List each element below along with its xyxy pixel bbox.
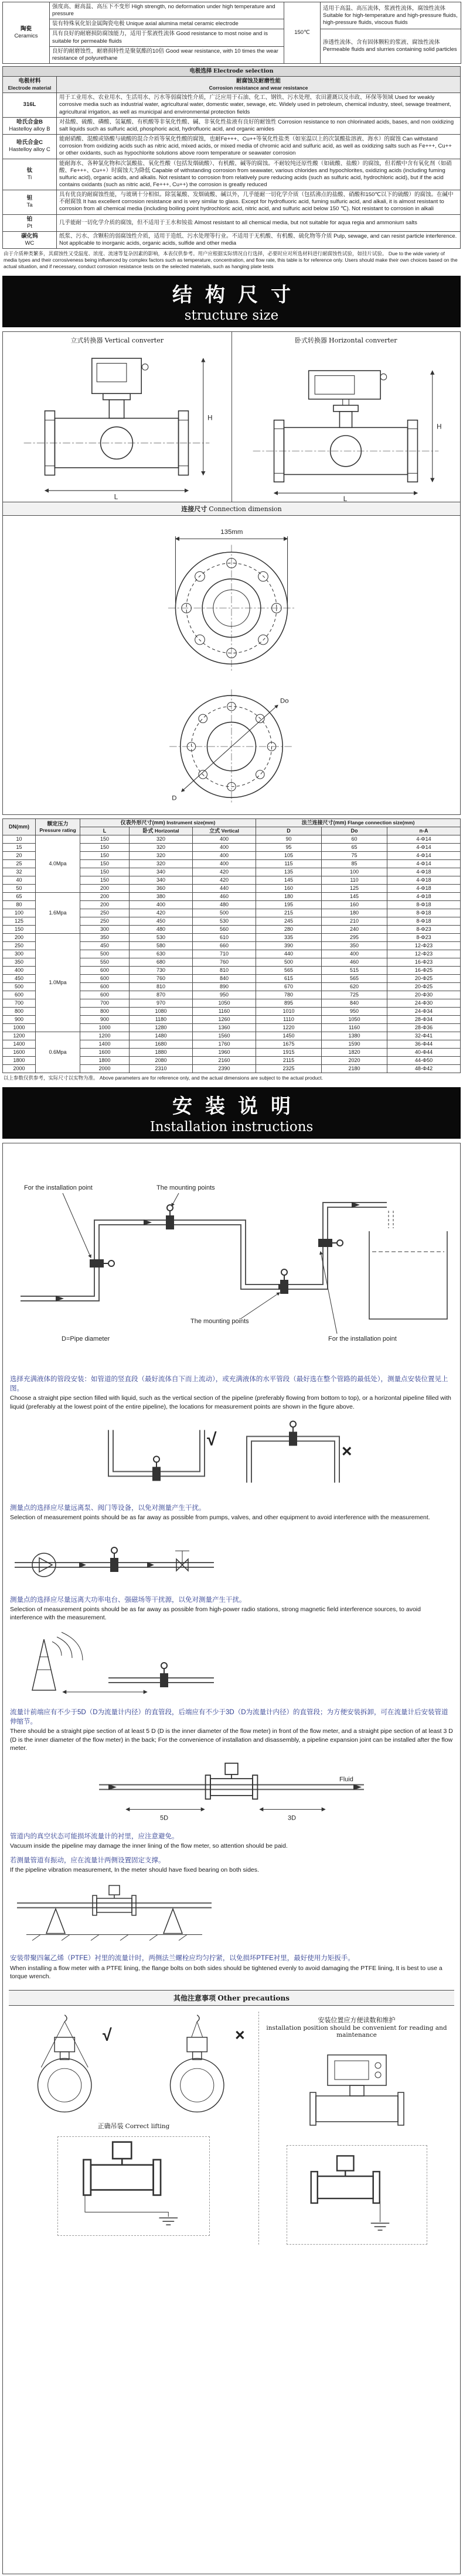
dim-h-label: H — [436, 423, 442, 431]
dimension-row: 800 800 1080 1160 1010 950 24-Φ34 — [3, 1008, 461, 1016]
dimension-row: 100 250 420 500 215 180 8-Φ18 — [3, 909, 461, 917]
dim-h-label: H — [207, 415, 213, 423]
install-p1-cn: 选择充满液体的管段安装：如管道的竖直段（最好流体自下而上流动），或充满液体的水平管段（最好选在整个管路的最低处），测量点安装位置见上图。 — [10, 1376, 448, 1392]
install-p3-en: Selection of measurement points should be as far away as possible from high-power radio stations, strong magnetic field interference sources, to avoid interference with the measurement. — [10, 1606, 421, 1622]
precautions-right-column — [258, 2012, 454, 2245]
dimension-row: 10 4.0Mpa 150 320 400 90 60 4-Φ14 — [3, 835, 461, 844]
install-paragraph-5 — [10, 1832, 453, 1851]
dims-header-horizontal: 卧式 Horizontal — [130, 827, 193, 835]
install-p2-en: Selection of measurement points should be as far away as possible from pumps, valves, and other equipment to avoid interference with the measurement. — [10, 1514, 430, 1522]
dimension-row: 40 150 340 420 145 110 4-Φ18 — [3, 876, 461, 885]
electrode-title-cn: 电极选择 — [189, 68, 212, 75]
horizontal-converter-cell — [232, 332, 461, 502]
electrode-material-cell — [3, 135, 57, 159]
lining-material-cn: 陶瓷 — [20, 25, 32, 32]
install-p4-en: There should be a straight pipe section of at least 5 D (D is the inner diameter of the flow meter) in front of the flow meter, and a straight pipe section of at least 3 D (D is the inner diameter of the flow meter) in the back; For the convenience of installation and disassembly, a pipeline expansion joint can be installed after the flow meter. — [10, 1728, 453, 1752]
dimension-note-en: Above parameters are for reference only, and the actual dimensions are subject to the actual product. — [99, 1075, 324, 1081]
dimension-row: 125 250 450 530 245 210 8-Φ18 — [3, 917, 461, 926]
dimension-note — [2, 1073, 461, 1083]
label-mounting-2: The mounting points — [190, 1318, 249, 1325]
dimension-row: 500 600 810 890 670 620 20-Φ25 — [3, 983, 461, 991]
dims-header-L: L — [80, 827, 130, 835]
lining-prop-cn: 具有良好的耐磨损防腐蚀能力，适用于浆液性流体 — [52, 30, 175, 37]
electrode-desc-cn: 能耐海水、各种氯化物和次氯酸盐、氧化性酸（包括发烟硫酸）、有机酸、碱等的腐蚀。不耐较纯还原性酸（如硫酸、盐酸）的腐蚀，但若酸中含有氧化剂（如硝酸、Fe+++、Cu++）时腐蚀大为降低 — [59, 160, 452, 174]
install-paragraph-2 — [10, 1504, 453, 1522]
lining-app-cn: 适用于高温、高压流体，浆液性流体，腐蚀性流体 — [323, 5, 446, 12]
structure-banner-cn: 结构尺寸 — [172, 284, 304, 307]
dimension-row: 350 550 680 760 500 460 16-Φ23 — [3, 958, 461, 967]
installation-piping-diagram — [9, 1152, 454, 1369]
flange-dim-do: Do — [280, 697, 289, 705]
dimension-row: 1400 1400 1680 1760 1675 1590 36-Φ44 — [3, 1040, 461, 1049]
dims-header-nA: n-A — [387, 827, 461, 835]
electrode-material-en: Ti — [27, 174, 32, 181]
dimension-row: 250 450 580 660 390 350 12-Φ23 — [3, 942, 461, 950]
install-p5-en: Vacuum inside the pipeline may damage the inner lining of the flow meter, so attention should be paid. — [10, 1842, 288, 1850]
electrode-material-cn: 碳化钨 — [21, 232, 38, 239]
electrode-note-en: Due to the wide variety of media types and their corrosiveness being influenced by complex factors such as temperature, concentration, and flow rate, this table is for reference only. Users should make their own choices based on the actual situation, and if necessary, conduct corrosion resistance tests on the selected materials, such as hanging plate tests — [4, 251, 458, 270]
dim-l-label: L — [343, 495, 347, 502]
electrode-row — [3, 214, 461, 231]
electrode-desc-en: Can withstand corrosion from oxidizing acids such as nitric acid, mixed acids, or mixed media of chromic acid and sulfuric acid, as well as oxidizing salts such as Fe+++, Cu++ or other oxidants, such as hypochlorite solutions above room temperature or seawater corrosion — [59, 136, 452, 157]
lining-prop-cn: 装有特殊氧化铝金属陶瓷电极 — [52, 20, 125, 28]
lining-prop-cell — [50, 29, 284, 46]
install-p7-cn: 安装带聚四氟乙烯（PTFE）衬里的流量计时，两侧法兰螺栓应均匀拧紧，以免损坏PTFE衬里，最好使用力矩扳手。 — [10, 1955, 355, 1962]
lining-prop-en: High strength, no deformation under high temperature and pressure — [52, 4, 275, 18]
lining-material-en: Ceramics — [14, 33, 38, 40]
lining-row — [3, 29, 461, 46]
dimension-row: 80 200 400 480 195 160 8-Φ18 — [3, 901, 461, 909]
install-p5-cn: 管道内的真空状态可能损坏流量计的衬里，应注意避免。 — [10, 1832, 179, 1840]
install-paragraph-1 — [10, 1375, 453, 1410]
label-mounting-1: The mounting points — [156, 1184, 215, 1192]
horizontal-converter-drawing — [234, 347, 457, 502]
dimension-row: 300 500 630 710 440 400 12-Φ23 — [3, 950, 461, 958]
electrode-desc-cell — [57, 214, 461, 231]
lifting-wrong-figure — [141, 2012, 258, 2118]
electrode-desc-cell — [57, 93, 461, 117]
electrode-material-cn: 哈氏合金B — [16, 118, 43, 125]
dims-header-instrument: 仪表外形尺寸(mm) Instrument size(mm) — [80, 819, 256, 827]
pressure-rating-cell: 1.6Mpa — [36, 893, 80, 934]
pipe-position-figure — [103, 1414, 360, 1498]
electrode-desc-en: Almost resistant to all chemical media, but not suitable for aqua regia and ammonium salts — [194, 219, 417, 226]
electrode-col-material: 电极材料 Electrode material — [3, 77, 57, 93]
flange-front-view — [158, 519, 305, 676]
lining-prop-cn: 良好的耐磨蚀性，耐磨损特性是聚氨酯的10倍 — [52, 47, 165, 54]
lining-app-cell — [321, 29, 461, 64]
electrode-desc-cn: 几乎能耐一切化学介质的腐蚀，但不适用于王水和铵盐 — [59, 219, 193, 226]
lining-prop-cell — [50, 19, 284, 29]
label-install-point-1: For the installation point — [24, 1184, 93, 1192]
dimension-row: 32 150 340 420 135 100 4-Φ18 — [3, 868, 461, 876]
electrode-desc-en: Corrosion resistance to non chlorinated acids, bases, and non oxidizing salt liquids such as sulfuric acid, phosphoric acid, hydrofluoric acid, and organic amides — [59, 118, 454, 132]
electrode-desc-cn: 具有优良的耐腐蚀性能，与玻璃十分相似。除氢氟酸、发烟硫酸、碱以外，几乎能耐一切化学介质（包括沸点的盐酸、硝酸和150℃以下的硫酸）的腐蚀。在碱中不耐腐蚀 — [59, 191, 454, 205]
label-pipe-d: D=Pipe diameter — [62, 1335, 110, 1343]
electrode-col-performance: 耐腐蚀及耐磨性能 Corrosion resistance and wear resistance — [57, 77, 461, 93]
position-caption: 安装位置应方便读数和维护 installation position should be convenient for reading and maintenance — [266, 2017, 447, 2039]
lining-prop-en: Unique axial alumina metal ceramic electrode — [126, 20, 239, 28]
electrode-material-en: WC — [25, 240, 35, 247]
lining-app-en: Suitable for high-temperature and high-pressure fluids, high-pressure fluids, viscous fluids — [323, 12, 458, 26]
dimension-row: 15 150 320 400 95 65 4-Φ14 — [3, 844, 461, 852]
reading-position-figure — [287, 2044, 427, 2138]
structure-banner-en: structure size — [184, 308, 279, 324]
electrode-note — [2, 249, 461, 272]
lining-app-cell — [321, 2, 461, 29]
electrode-desc-cn: 用于工业用水、农业用水、生活用水、污水等弱腐蚀性介质，广泛应用于石油、化工、钢铁、污水处理、农田灌溉以及市政、环保等领域 — [59, 94, 394, 101]
converter-drawings-row — [3, 332, 460, 502]
electrode-material-cell — [3, 159, 57, 190]
dims-header-pressure: 额定压力 Pressure rating — [36, 819, 80, 835]
electrode-desc-cn: 纸浆、污水、含颗粒的弱腐蚀性介质，适用于造纸、污水处理等行业。不适用于无机酸、有机酸、硫化物等介质 — [59, 232, 332, 239]
lining-prop-cell — [50, 2, 284, 19]
electrode-material-en: Pt — [27, 222, 32, 229]
dimension-row: 1600 1600 1880 1960 1915 1820 40-Φ44 — [3, 1049, 461, 1057]
electrode-row — [3, 231, 461, 248]
other-precautions-title: 其他注意事项 Other precautions — [9, 1990, 454, 2006]
grounding-figure-1 — [57, 2136, 210, 2236]
dimension-table-body — [3, 835, 461, 1073]
install-p2-cn: 测量点的选择应尽量远离泵、阀门等设备，以免对测量产生干扰。 — [10, 1504, 206, 1512]
dims-header-Do: Do — [322, 827, 387, 835]
connection-figures — [3, 516, 460, 814]
electrode-material-cell — [3, 117, 57, 134]
grounding-figure-2 — [287, 2145, 427, 2245]
install-paragraph-6 — [10, 1856, 453, 1875]
installation-banner-en: Installation instructions — [149, 1119, 314, 1135]
install-p4-cn: 流量计前端应有不少于5D（D为流量计内径）的直管段，后端应有不少于3D（D为流量计内径）的直管段；为方便安装拆卸，可在流量计后安装管道伸缩节。 — [10, 1709, 448, 1725]
dimension-row: 65 1.6Mpa 200 380 460 180 145 4-Φ18 — [3, 893, 461, 901]
electrode-material-cn: 钽 — [26, 195, 33, 202]
electrode-material-cell — [3, 190, 57, 214]
pressure-rating-cell: 1.0Mpa — [36, 934, 80, 1032]
electrode-material-en: Hastelloy alloy B — [9, 125, 50, 132]
horizontal-converter-label: 卧式转换器 Horizontal converter — [294, 337, 397, 345]
electrode-row — [3, 159, 461, 190]
electrode-row — [3, 135, 461, 159]
straight-pipe-figure — [91, 1756, 372, 1827]
electrode-row — [3, 190, 461, 214]
dimension-row: 700 700 970 1050 895 840 24-Φ30 — [3, 999, 461, 1008]
connection-dimension-title: 连接尺寸 Connection dimension — [3, 502, 460, 516]
precautions-left-column — [9, 2012, 258, 2245]
dims-header-dn: DN(mm) — [3, 819, 36, 835]
electrode-desc-en: Capable of withstanding corrosion from seawater, various chlorides and hypochlorites, oxidizing acids (including fuming sulfuric acid), organic acids, and alkalis. Not resistant to corrosion from relatively pure reducing acids (such as sulfuric acid, hydrochloric acid), but if the acid contains oxidants (such as nitric acid, Fe+++, Cu++) the corrosion is greatly reduced — [59, 167, 445, 188]
dim-3d: 3D — [288, 1814, 297, 1822]
vertical-converter-label: 立式转换器 Vertical converter — [70, 337, 164, 345]
flange-dim-d: D — [172, 794, 177, 802]
dims-header-D: D — [256, 827, 322, 835]
dimension-row: 50 200 360 440 160 125 4-Φ18 — [3, 885, 461, 893]
electrode-material-cn: 铂 — [26, 215, 33, 222]
dimension-row: 1800 1800 2080 2160 2115 2020 44-Φ50 — [3, 1057, 461, 1065]
vertical-converter-cell — [3, 332, 232, 502]
electrode-material-cell — [3, 214, 57, 231]
lining-table — [2, 2, 461, 64]
electrode-material-en: Ta — [26, 202, 33, 209]
vertical-converter-drawing — [5, 347, 228, 502]
dimension-row: 1000 1000 1280 1360 1220 1160 28-Φ36 — [3, 1024, 461, 1032]
pressure-rating-cell: 0.6Mpa — [36, 1032, 80, 1073]
dimension-row: 450 600 760 840 615 565 20-Φ25 — [3, 975, 461, 983]
dimension-row: 150 300 480 560 280 240 8-Φ23 — [3, 926, 461, 934]
dimension-table — [2, 818, 461, 1073]
lining-prop-en: Good resistance to most noise and is suitable for permeable fluids — [52, 30, 268, 44]
dimension-row: 900 900 1180 1260 1110 1050 28-Φ34 — [3, 1016, 461, 1024]
lining-material-cell — [3, 2, 50, 64]
pressure-rating-cell: 4.0Mpa — [36, 835, 80, 893]
electrode-title-en: Electrode selection — [213, 68, 274, 75]
installation-banner-cn: 安装说明 — [172, 1095, 304, 1118]
lining-prop-cn: 强度高、耐高温、高压下不变形 — [52, 4, 131, 10]
lifting-correct-figure — [9, 2012, 126, 2118]
installation-section — [2, 1143, 461, 2574]
electrode-desc-cell — [57, 190, 461, 214]
correct-lifting-caption: 正确吊装 Correct lifting — [97, 2123, 170, 2130]
electrode-desc-cell — [57, 117, 461, 134]
install-p3-cn: 测量点的选择应尽量远离大功率电台、强磁场等干扰源，以免对测量产生干扰。 — [10, 1596, 246, 1604]
pump-valve-figure — [9, 1526, 220, 1590]
lining-row — [3, 2, 461, 19]
install-p1-en: Choose a straight pipe section filled with liquid, such as the vertical section of the pipeline (preferably flowing from bottom to top), or a horizontal pipeline filled with liquid (preferably at the lowest point of the entire pipeline), the locations for measurement points are shown in the figure above. — [10, 1395, 451, 1410]
dimension-row: 600 600 870 950 780 725 20-Φ30 — [3, 991, 461, 999]
electrode-table — [2, 66, 461, 249]
dim-5d: 5D — [160, 1814, 169, 1822]
electrode-desc-cell — [57, 135, 461, 159]
electrode-desc-cn: 能耐硝酸、混酸或铬酸与硫酸的混合介质等氧化性酸的腐蚀，也耐Fe+++、Cu++等氧化性盐类（如室温以上的次氯酸盐溶液、海水）的腐蚀 — [59, 136, 401, 143]
radio-interference-figure — [9, 1625, 220, 1703]
dims-header-flange: 法兰连接尺寸(mm) Flange connection size(mm) — [256, 819, 461, 827]
flange-dim-135: 135mm — [220, 529, 243, 536]
dimension-row: 20 150 320 400 105 75 4-Φ14 — [3, 852, 461, 860]
label-install-point-2: For the installation point — [328, 1335, 397, 1343]
electrode-material-cell — [3, 231, 57, 248]
dimension-row: 2000 2000 2310 2390 2325 2180 48-Φ42 — [3, 1065, 461, 1073]
electrode-desc-en: Used for weakly corrosive media such as industrial water, agricultural water, domestic water, sewage, etc. Widely used in petroleum, chemical industry, steel, sewage treatment, agricultural irrigation, as well as municipal and environmental protection fields — [59, 94, 451, 115]
install-p6-cn: 若测量管道有振动，应在流量计两侧设置固定支撑。 — [10, 1856, 165, 1864]
install-paragraph-4 — [10, 1708, 453, 1752]
lining-prop-en: Good wear resistance, with 10 times the wear resistance of polyurethane — [52, 47, 278, 61]
electrode-material-cell — [3, 93, 57, 117]
lifting-good-mark: √ — [103, 2026, 112, 2045]
electrode-material-en: Hastelloy alloy C — [9, 146, 50, 153]
dimension-row: 200 1.0Mpa 350 530 610 335 295 8-Φ23 — [3, 934, 461, 942]
electrode-desc-cn: 对盐酸、硫酸、磷酸、氢氟酸、有机酸等非氧化性酸、碱、非氧化性盐液有良好的耐蚀性 — [59, 118, 277, 125]
flange-bolt-view — [158, 681, 305, 809]
dims-header-vertical: 立式 Vertical — [193, 827, 256, 835]
precautions-grid — [9, 2012, 454, 2245]
install-p6-en: If the pipeline vibration measurement, In the meter should have fixed bearing on both sides. — [10, 1866, 259, 1874]
installation-banner — [2, 1087, 461, 1139]
dim-l-label: L — [114, 494, 118, 502]
electrode-material-cn: 钛 — [26, 167, 33, 174]
dimension-row: 1200 0.6Mpa 1200 1480 1560 1450 1380 32-Φ41 — [3, 1032, 461, 1040]
structure-size-banner — [2, 276, 461, 327]
structure-section — [2, 331, 461, 815]
lining-app-en: Permeable fluids and slurries containing solid particles — [323, 46, 457, 53]
electrode-desc-cell — [57, 231, 461, 248]
pipe-support-figure — [9, 1878, 220, 1948]
lifting-bad-mark: × — [235, 2026, 245, 2045]
electrode-row — [3, 117, 461, 134]
lining-app-cn: 渗透性流体、含有固体颗粒的浆液、腐蚀性流体 — [323, 39, 440, 46]
electrode-desc-en: It has excellent corrosion resistance and is very similar to glass. Except for hydrofluoric acid, fuming sulfuric acid, and alkali, it is almost resistant to corrosion from all chemical media (including boiling point hydrochloric acid, nitric acid, and sulfuric acid below 150 ℃). Not resistant to corrosion in alkali — [59, 198, 444, 213]
install-p7-en: When installing a flow meter with a PTFE lining, the flange bolts on both sides should be tightened evenly to avoid damaging the PTFE lining, It is best to use a torque wrench. — [10, 1964, 442, 1980]
install-paragraph-3 — [10, 1596, 453, 1622]
lining-temp-cell: 150℃ — [284, 2, 321, 64]
electrode-desc-cell — [57, 159, 461, 190]
good-mark: √ — [207, 1430, 217, 1450]
bad-mark: × — [342, 1441, 352, 1461]
dimension-row: 400 600 730 810 565 515 16-Φ25 — [3, 967, 461, 975]
electrode-material-cn: 316L — [23, 101, 36, 108]
electrode-desc-en: Pulp, sewage, and can resist particle interference. Not applicable to inorganic acids, organic acids, sulfide and other media — [59, 232, 457, 247]
label-fluid: Fluid — [339, 1776, 353, 1783]
electrode-table-title — [3, 67, 461, 77]
electrode-note-cn: 由于介质种类繁多，其腐蚀性又受温度、浓度、流速等复杂因素的影响，本表仅供参考。用户应根据实际情况自行选择，必要时应对所选材料进行耐腐蚀性试验，如挂片试验。 — [4, 251, 387, 257]
electrode-material-cn: 哈氏合金C — [16, 139, 43, 146]
electrode-row — [3, 93, 461, 117]
lining-prop-cell — [50, 46, 284, 63]
install-paragraph-7 — [10, 1954, 453, 1981]
dimension-note-cn: 以上参数仅供参考，实际尺寸以实物为准。 — [4, 1075, 98, 1081]
dimension-row: 25 150 320 400 115 85 4-Φ14 — [3, 860, 461, 868]
